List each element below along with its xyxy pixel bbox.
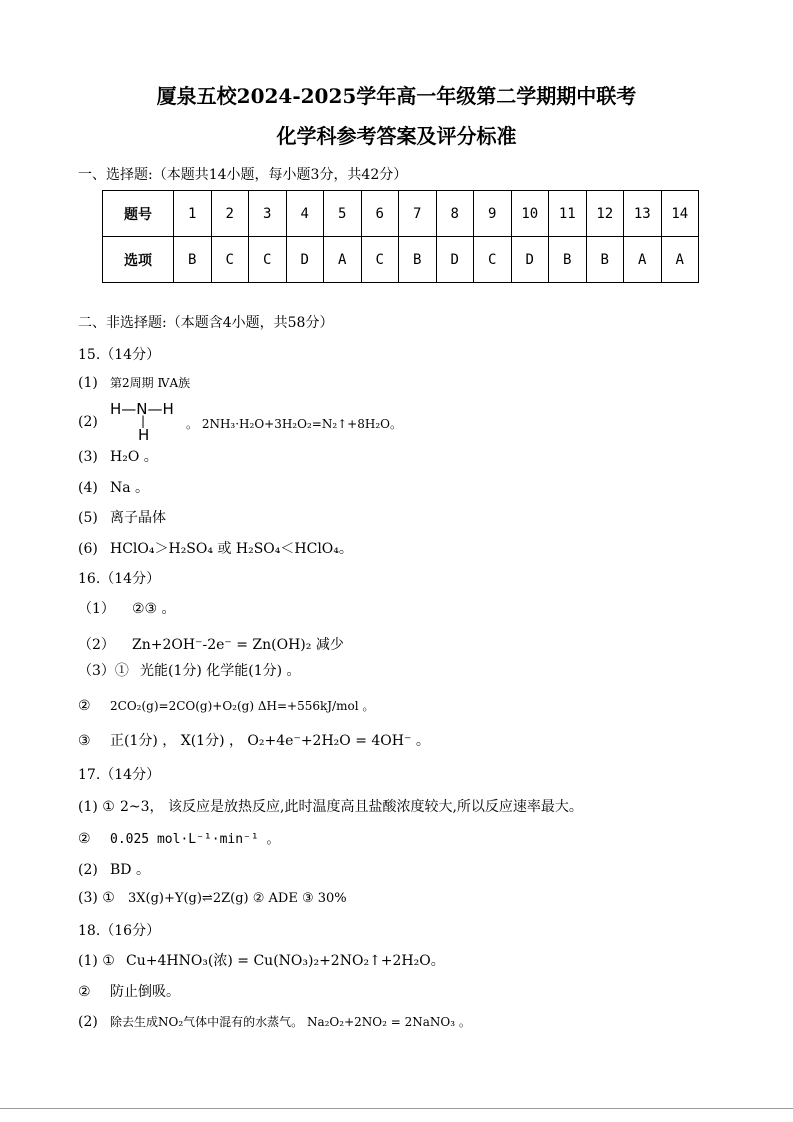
- q16-heading: 16.（14分）: [78, 571, 161, 587]
- structure-bottom: H: [138, 426, 150, 444]
- section-1-heading: 一、选择题:（本题共14小题，每小题3分，共42分）: [78, 167, 408, 183]
- table-cell-answer: C: [211, 237, 249, 283]
- table-cell-number: 4: [286, 191, 324, 237]
- q15-answer-4: [78, 477, 149, 497]
- answer-table-answer-row: [103, 237, 699, 283]
- structure-top: H—N—H: [110, 400, 174, 418]
- q15-answer-5: [78, 507, 166, 527]
- answer-text: 光能(1分) 化学能(1分) 。: [140, 663, 301, 679]
- q17-answer-4: [78, 890, 347, 906]
- item-number: (3): [78, 449, 98, 465]
- answer-text: 2CO₂(g)=2CO(g)+O₂(g) ΔH=+556kJ/mol 。: [110, 699, 375, 713]
- item-number: (6): [78, 541, 98, 557]
- table-cell-answer: A: [624, 237, 662, 283]
- table-cell-answer: C: [249, 237, 287, 283]
- section-2-heading: 二、非选择题:（本题含4小题，共58分）: [78, 315, 334, 331]
- q16-answer-5: [78, 730, 430, 750]
- item-number: ②: [78, 831, 91, 847]
- table-cell-number: 3: [249, 191, 287, 237]
- q16-answer-1: [78, 598, 176, 618]
- table-cell-number: 7: [399, 191, 437, 237]
- table-cell-number: 6: [361, 191, 399, 237]
- answer-text: 3X(g)+Y(g)⇌2Z(g) ② ADE ③ 30%: [128, 891, 347, 906]
- q17-answer-1: [78, 796, 583, 816]
- answer-text: 正(1分) ， X(1分) ， O₂+4e⁻+2H₂O = 4OH⁻ 。: [110, 733, 430, 749]
- q15-answer-1: [78, 374, 190, 391]
- q15-heading: 15.（14分）: [78, 347, 161, 363]
- q15-answer-2-number: (2): [78, 414, 98, 430]
- answer-text: 防止倒吸。: [110, 984, 180, 1000]
- table-cell-number: 12: [586, 191, 624, 237]
- table-cell-number: 2: [211, 191, 249, 237]
- table-cell-number: 14: [661, 191, 699, 237]
- item-number: (4): [78, 480, 98, 496]
- table-header-label: 题号: [103, 191, 174, 237]
- item-number: (5): [78, 510, 98, 526]
- table-cell-answer: C: [361, 237, 399, 283]
- answer-text: BD 。: [110, 862, 150, 878]
- answer-table: [102, 190, 699, 283]
- table-cell-answer: D: [436, 237, 474, 283]
- table-cell-answer: A: [661, 237, 699, 283]
- item-number: （3）①: [78, 663, 129, 679]
- table-cell-answer: D: [286, 237, 324, 283]
- answer-text: 除去生成NO₂气体中混有的水蒸气。 Na₂O₂+2NO₂ = 2NaNO₃ 。: [110, 1015, 471, 1029]
- page-title: 厦泉五校2024-2025学年高一年级第二学期期中联考: [156, 84, 637, 108]
- item-number: (2): [78, 862, 98, 878]
- table-cell-answer: B: [174, 237, 212, 283]
- q18-heading: 18.（16分）: [78, 923, 161, 939]
- table-cell-answer: D: [511, 237, 549, 283]
- table-cell-number: 1: [174, 191, 212, 237]
- q18-answer-3: [78, 1013, 471, 1030]
- answer-table-header-row: [103, 191, 699, 237]
- structure-bond: |: [141, 414, 146, 428]
- q15-answer-6: [78, 538, 353, 558]
- answer-text: Cu+4HNO₃(浓) = Cu(NO₃)₂+2NO₂↑+2H₂O。: [126, 953, 445, 969]
- item-number: （1）: [78, 601, 115, 617]
- item-number: ②: [78, 984, 91, 1000]
- table-cell-answer: B: [549, 237, 587, 283]
- table-cell-number: 11: [549, 191, 587, 237]
- page-subtitle: 化学科参考答案及评分标准: [276, 124, 517, 148]
- table-cell-number: 10: [511, 191, 549, 237]
- table-cell-answer: C: [474, 237, 512, 283]
- table-cell-number: 8: [436, 191, 474, 237]
- page-bottom-divider: [0, 1108, 793, 1109]
- item-number: (1) ①: [78, 799, 115, 815]
- answer-text: HClO₄＞H₂SO₄ 或 H₂SO₄＜HClO₄。: [110, 541, 353, 557]
- item-number: ②: [78, 698, 91, 714]
- answer-text: 第2周期 ⅣA族: [110, 376, 191, 390]
- answer-text: 0.025 mol·L⁻¹·min⁻¹ 。: [110, 832, 280, 847]
- q17-heading: 17.（14分）: [78, 767, 161, 783]
- answer-text: H₂O 。: [110, 449, 158, 465]
- q15-answer-3: [78, 446, 158, 466]
- table-cell-number: 5: [324, 191, 362, 237]
- answer-text: 2~3， 该反应是放热反应,此时温度高且盐酸浓度较大,所以反应速率最大。: [120, 799, 583, 815]
- item-number: (1): [78, 375, 98, 391]
- q18-answer-1: [78, 950, 445, 970]
- item-number: (3) ①: [78, 890, 115, 906]
- nh3-structure: [110, 400, 174, 444]
- table-cell-answer: A: [324, 237, 362, 283]
- q17-answer-3: [78, 859, 150, 879]
- q16-answer-2: [78, 634, 344, 654]
- answer-text: 离子晶体: [110, 510, 166, 526]
- q17-answer-2: [78, 828, 280, 847]
- table-cell-number: 9: [474, 191, 512, 237]
- q16-answer-3: [78, 660, 301, 680]
- q15-answer-2-equation: 。 2NH₃·H₂O+3H₂O₂=N₂↑+8H₂O。: [186, 417, 402, 431]
- answer-text: Na 。: [110, 480, 150, 496]
- item-number: ③: [78, 733, 91, 749]
- table-cell-answer: B: [586, 237, 624, 283]
- answer-text: ②③ 。: [132, 601, 176, 617]
- answer-text: Zn+2OH⁻-2e⁻ = Zn(OH)₂ 减少: [132, 637, 344, 653]
- item-number: （2）: [78, 637, 115, 653]
- q18-answer-2: [78, 981, 180, 1001]
- table-cell-number: 13: [624, 191, 662, 237]
- table-answer-label: 选项: [103, 237, 174, 283]
- item-number: (2): [78, 1014, 98, 1030]
- q16-answer-4: [78, 697, 374, 714]
- item-number: (1) ①: [78, 953, 115, 969]
- table-cell-answer: B: [399, 237, 437, 283]
